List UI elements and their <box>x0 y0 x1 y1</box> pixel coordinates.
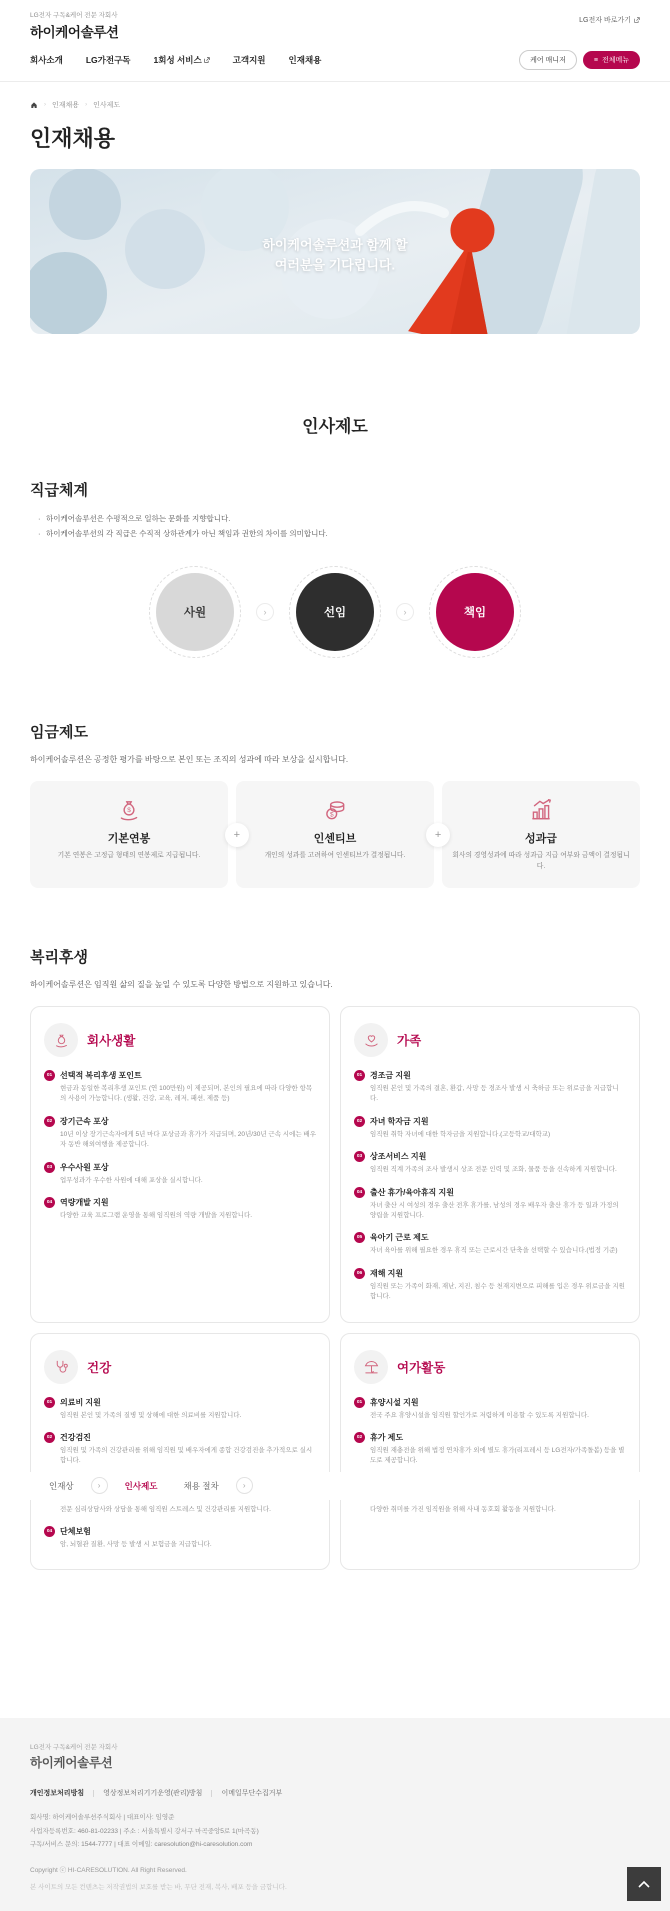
growth-chart-icon <box>450 797 632 823</box>
tab-talent[interactable]: 인재상 <box>49 1480 74 1491</box>
item-number-badge: 01 <box>44 1397 55 1408</box>
benefit-item-title: 단체보험 <box>60 1527 91 1537</box>
coins-icon <box>244 797 426 823</box>
benefit-item-title: 건강검진 <box>60 1432 91 1442</box>
benefit-item-desc: 전문 심리상담사와 상담을 통해 임직원 스트레스 및 건강관리를 지원합니다. <box>60 1505 271 1513</box>
benefits-heading: 복리후생 <box>30 949 88 966</box>
footer-copyright: Copyright ⓒ HI-CARESOLUTION. All Right Reserved. <box>30 1867 187 1875</box>
salary-heading: 임금제도 <box>30 724 88 742</box>
salary-card-desc: 기본 연봉은 고정급 형태의 연봉제로 지급됩니다. <box>57 852 201 860</box>
salary-card-base <box>30 781 228 888</box>
all-menu-button[interactable] <box>583 51 640 69</box>
benefit-item <box>354 1187 626 1222</box>
benefit-item-title: 육아기 근로 제도 <box>370 1233 429 1243</box>
salary-card-desc: 개인의 성과를 고려하여 인센티브가 결정됩니다. <box>264 852 406 860</box>
benefit-item-desc: 현금과 동일한 복리후생 포인트 (연 100만원) 이 제공되며, 본인의 필요에 따라 다양한 항목의 사용이 가능합니다. (생활, 건강, 교육, 레저, 패션, 제품 등) <box>60 1085 313 1103</box>
company-info-line: 회사명: 하이케어솔루션주식회사 | 대표이사: 임영준 <box>30 1814 175 1822</box>
breadcrumb-separator: › <box>44 102 46 108</box>
nav-item-customer-support[interactable]: 고객지원 <box>232 55 266 65</box>
benefit-item <box>354 1116 626 1140</box>
item-number-badge: 01 <box>44 1070 55 1081</box>
benefit-item-title: 의료비 지원 <box>60 1397 101 1407</box>
benefit-item-desc: 임직원 취학 자녀에 대한 학자금을 지원합니다.(고등학교/대학교) <box>370 1130 551 1138</box>
external-link-icon <box>204 57 210 63</box>
benefit-card-company-life <box>30 1006 330 1323</box>
benefit-item <box>354 1397 626 1421</box>
benefit-item <box>354 1505 626 1515</box>
benefit-item-title: 선택적 복리후생 포인트 <box>60 1071 142 1080</box>
benefit-item <box>354 1151 626 1175</box>
salary-card-title: 기본연봉 <box>107 833 151 846</box>
benefit-item <box>354 1070 626 1105</box>
chevron-right-icon: › <box>256 603 274 621</box>
divider <box>93 1790 94 1797</box>
benefit-item-desc: 임직원 또는 가족이 화재, 재난, 지진, 침수 등 천재지변으로 피해를 입은 경우 위로금을 지원합니다. <box>370 1282 625 1301</box>
benefit-item-title: 우수사원 포상 <box>60 1162 109 1172</box>
benefit-item-desc: 자녀 출산 시 여성의 경우 출산 전후 휴가를, 남성의 경우 배우자 출산 휴가 등 일과 가정의 양립을 지원합니다. <box>370 1201 619 1219</box>
benefit-item-desc: 다양한 교육 프로그램 운영을 통해 임직원의 역량 개발을 지원합니다. <box>60 1211 253 1219</box>
item-number-badge: 02 <box>44 1432 55 1443</box>
benefit-item <box>354 1232 626 1256</box>
rank-heading: 직급체계 <box>30 482 88 499</box>
item-number-badge: 06 <box>354 1268 365 1279</box>
email-collection-refusal-link[interactable]: 이메일무단수집거부 <box>221 1790 283 1798</box>
section-title-hr: 인사제도 <box>302 417 368 436</box>
heart-hands-icon <box>354 1023 388 1057</box>
benefit-item-title: 자녀 학자금 지원 <box>370 1116 429 1126</box>
header-top <box>0 0 670 41</box>
benefit-item <box>44 1197 316 1221</box>
item-number-badge: 05 <box>354 1232 365 1243</box>
benefit-card-leisure <box>340 1333 640 1571</box>
rank-bullet: · 하이케어솔루션은 수평적으로 일하는 문화를 지향합니다. <box>38 512 640 527</box>
svg-text:$: $ <box>127 807 131 815</box>
salary-card-title: 인센티브 <box>313 833 357 846</box>
benefit-item-desc: 임직원 재충전을 위해 법정 연차휴가 외에 별도 휴가(리프레시 등 LG전자/가족돌봄) 등을 별도로 제공합니다. <box>370 1446 625 1465</box>
benefit-item-desc: 10년 이상 장기근속자에게 5년 마다 포상금과 휴가가 지급되며, 20년/30년 근속 시에는 배우자 동반 해외여행을 제공합니다. <box>60 1130 316 1149</box>
item-number-badge: 02 <box>354 1432 365 1443</box>
footer-company-info <box>30 1811 640 1851</box>
hero-text: 하이케어솔루션과 함께 할 여러분을 기다립니다. <box>262 236 408 273</box>
money-bag-hand-icon <box>44 1023 78 1057</box>
benefit-card-title: 여가활동 <box>397 1360 446 1375</box>
item-number-badge: 02 <box>354 1116 365 1127</box>
svg-text:$: $ <box>329 811 334 819</box>
tab-recruit-process[interactable]: 채용 절차 <box>183 1480 219 1491</box>
all-menu-label: 전체메뉴 <box>601 57 629 64</box>
benefit-item-title: 장기근속 포상 <box>60 1116 109 1126</box>
salary-cards <box>30 781 640 888</box>
benefit-item-desc: 임직원 본인 및 가족의 결혼, 환갑, 사망 등 경조사 발생 시 축하금 또는 위로금을 지급합니다. <box>370 1085 619 1103</box>
footer-notice: 본 사이트의 모든 컨텐츠는 저작권법의 보호를 받는 바, 무단 전재, 복사, 배포 등을 금합니다. <box>30 1884 287 1892</box>
benefit-item-desc: 임직원 및 가족의 건강관리를 위해 임직원 및 배우자에게 종합 건강검진을 추가적으로 실시합니다. <box>60 1446 313 1465</box>
benefit-item <box>44 1505 316 1515</box>
benefit-item-desc: 다양한 취미를 가진 임직원을 위해 사내 동호회 활동을 지원합니다. <box>370 1505 556 1513</box>
benefit-item-desc: 업무성과가 우수한 사원에 대해 포상을 실시합니다. <box>60 1176 203 1184</box>
chevron-right-icon: › <box>396 603 414 621</box>
menu-icon: ≡ <box>593 56 598 64</box>
privacy-policy-link[interactable]: 개인정보처리방침 <box>30 1790 85 1798</box>
item-number-badge: 03 <box>354 1151 365 1162</box>
chevron-right-icon[interactable]: › <box>236 1477 253 1494</box>
page-title: 인재채용 <box>30 126 116 151</box>
salary-card-incentive <box>236 781 434 888</box>
scroll-to-top-button[interactable] <box>627 1867 661 1901</box>
main-nav <box>0 41 670 82</box>
benefit-card-title: 건강 <box>87 1360 112 1375</box>
company-info-line: 사업자등록번호: 460-81-02233 | 주소 : 서울특별시 강서구 마곡중앙5로 1(마곡동) <box>30 1827 259 1835</box>
benefit-item-title: 역량개발 지원 <box>60 1197 109 1207</box>
home-icon[interactable] <box>30 101 38 109</box>
lg-external-link[interactable] <box>579 15 640 25</box>
item-number-badge: 03 <box>44 1162 55 1173</box>
breadcrumb-item[interactable]: 인사제도 <box>93 102 121 109</box>
salary-desc: 하이케어솔루션은 공정한 평가를 바탕으로 본인 또는 조직의 성과에 따라 보상을 실시합니다. <box>30 755 349 765</box>
benefit-item-title: 재해 지원 <box>370 1268 404 1278</box>
nav-item-subscription[interactable]: LG가전구독 <box>85 55 131 65</box>
benefit-item <box>44 1116 316 1151</box>
external-link-icon <box>634 17 640 23</box>
tab-hr-system[interactable]: 인사제도 <box>124 1480 158 1491</box>
benefit-item-title: 경조금 지원 <box>370 1071 411 1080</box>
benefit-item <box>44 1070 316 1105</box>
plus-icon: + <box>426 823 450 847</box>
benefit-item <box>44 1397 316 1421</box>
divider <box>211 1790 212 1797</box>
care-manager-button[interactable]: 케어 매니저 <box>519 50 577 70</box>
item-number-badge: 04 <box>44 1197 55 1208</box>
rank-levels <box>0 573 670 651</box>
benefit-item-title: 출산 휴가/육아휴직 지원 <box>370 1187 454 1197</box>
section-tabbar <box>0 1472 670 1500</box>
footer <box>0 1718 670 1911</box>
cctv-policy-link[interactable]: 영상정보처리기기운영(관리)방침 <box>103 1790 203 1798</box>
plus-icon: + <box>225 823 249 847</box>
item-number-badge: 04 <box>44 1526 55 1537</box>
nav-item-recruit[interactable]: 인재채용 <box>288 55 322 65</box>
chevron-up-icon <box>638 1880 650 1888</box>
parasol-icon <box>354 1350 388 1384</box>
benefit-item-title: 휴양시설 지원 <box>370 1397 419 1407</box>
rank-bullets <box>30 512 640 541</box>
salary-card-desc: 회사의 경영성과에 따라 성과급 지급 여부와 금액이 결정됩니다. <box>452 852 630 871</box>
chevron-right-icon[interactable]: › <box>91 1477 108 1494</box>
benefit-item-desc: 임직원 직계 가족의 조사 발생시 상조 전문 인력 및 조화, 물품 등을 신속하게 지원합니다. <box>370 1166 617 1174</box>
salary-card-bonus <box>442 781 640 888</box>
benefit-item <box>354 1268 626 1303</box>
item-number-badge: 02 <box>44 1116 55 1127</box>
stethoscope-icon <box>44 1350 78 1384</box>
footer-logo[interactable]: 하이케어솔루션 <box>30 1756 113 1771</box>
benefit-card-title: 가족 <box>397 1034 422 1048</box>
benefit-item <box>354 1432 626 1467</box>
footer-links <box>30 1788 640 1798</box>
rank-circle-senior: 선임 <box>296 573 374 651</box>
rank-circle-staff: 사원 <box>156 573 234 651</box>
item-number-badge: 01 <box>354 1397 365 1408</box>
breadcrumb-item[interactable]: 인재채용 <box>52 102 80 109</box>
benefit-item-desc: 전국 주요 휴양시설을 임직원 할인가로 저렴하게 이용할 수 있도록 지원합니다. <box>370 1411 589 1419</box>
rank-bullet: · 하이케어솔루션의 각 직급은 수직적 상하관계가 아닌 책임과 권한의 차이를 의미합니다. <box>38 527 640 542</box>
logo-tagline: LG전자 구독&케어 전문 자회사 <box>30 12 118 19</box>
benefit-item-desc: 임직원 본인 및 가족의 질병 및 상해에 대한 의료비를 지원합니다. <box>60 1411 242 1419</box>
benefit-card-health <box>30 1333 330 1571</box>
company-info-line: 구독/서비스 문의: 1544-7777 | 대표 이메일: caresolution@hi-caresolution.com <box>30 1841 253 1849</box>
salary-card-title: 성과급 <box>525 833 557 846</box>
breadcrumb <box>30 100 640 110</box>
item-number-badge: 04 <box>354 1187 365 1198</box>
item-number-badge: 01 <box>354 1070 365 1081</box>
footer-tagline: LG전자 구독&케어 전문 자회사 <box>30 1744 118 1752</box>
logo-block[interactable] <box>30 10 119 41</box>
benefits-desc: 하이케어솔루션은 임직원 삶의 질을 높일 수 있도록 다양한 방법으로 지원하고 있습니다. <box>30 980 333 989</box>
benefit-card-title: 회사생활 <box>87 1034 136 1048</box>
benefit-item <box>44 1526 316 1550</box>
benefit-item <box>44 1162 316 1186</box>
benefit-item-desc: 자녀 육아를 위해 필요한 경우 휴직 또는 근로시간 단축을 선택할 수 있습니다.(법정 기준) <box>370 1247 618 1255</box>
site-logo[interactable]: 하이케어솔루션 <box>30 25 119 40</box>
rank-circle-principal: 책임 <box>436 573 514 651</box>
benefit-item-title: 상조서비스 지원 <box>370 1152 427 1162</box>
benefit-item-desc: 암, 뇌혈관 질환, 사망 등 발생 시 보험금을 지급합니다. <box>60 1541 212 1549</box>
nav-item-company[interactable]: 회사소개 <box>30 55 63 65</box>
money-bag-hand-icon <box>38 797 220 823</box>
benefit-item <box>44 1432 316 1467</box>
benefit-item-title: 휴가 제도 <box>370 1432 404 1442</box>
lg-external-link-label: LG전자 바로가기 <box>579 17 631 24</box>
benefit-card-family <box>340 1006 640 1323</box>
breadcrumb-separator: › <box>85 102 88 108</box>
hero-banner <box>30 169 640 334</box>
nav-item-one-time-service[interactable]: 1회성 서비스 <box>154 54 210 66</box>
